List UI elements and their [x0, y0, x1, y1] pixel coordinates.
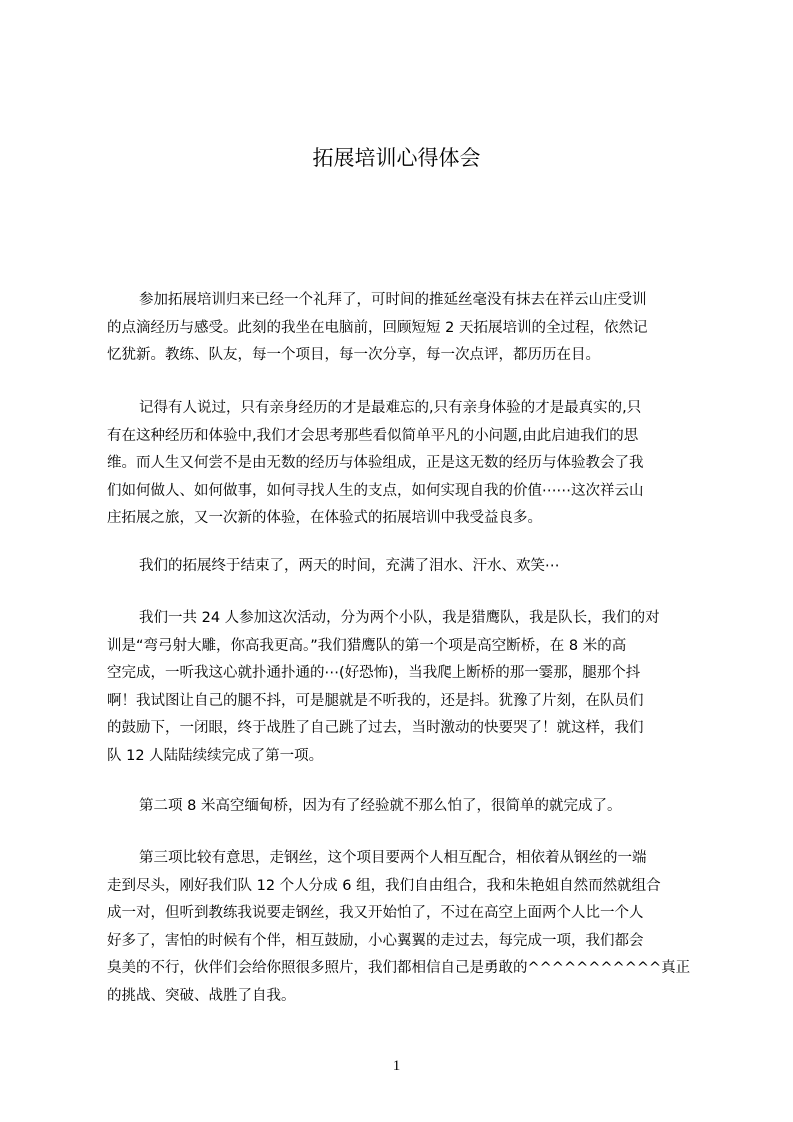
- paragraph-line: 我们一共 24 人参加这次活动，分为两个小队，我是猎鹰队，我是队长，我们的对: [139, 610, 660, 626]
- paragraph-line: 们如何做人、如何做事，如何寻找人生的支点，如何实现自我的价值⋯⋯这次祥云山: [107, 482, 644, 499]
- paragraph-line: 庄拓展之旅，又一次新的体验，在体验式的拓展培训中我受益良多。: [107, 510, 542, 526]
- paragraph-4: [107, 605, 699, 770]
- paragraph-line: 参加拓展培训归来已经一个礼拜了，可时间的推延丝毫没有抹去在祥云山庄受训: [139, 292, 647, 308]
- paragraph-line: 我们的拓展终于结束了，两天的时间，充满了泪水、汗水、欢笑⋯: [139, 558, 560, 574]
- paragraph-5: [107, 793, 699, 821]
- paragraph-line: 的挑战、突破、战胜了自我。: [107, 987, 296, 1004]
- paragraph-6: [107, 845, 699, 1010]
- paragraph-line: 队 12 人陆陆续续完成了第一项。: [107, 747, 324, 764]
- paragraph-3: [107, 553, 699, 581]
- paragraph-line: 的鼓励下，一闭眼，终于战胜了自己跳了过去，当时激动的快要哭了！就这样，我们: [107, 720, 644, 736]
- paragraph-line: 啊！我试图让自己的腿不抖，可是腿就是不听我的，还是抖。犹豫了片刻，在队员们: [107, 692, 644, 709]
- paragraph-line: 成一对，但听到教练我说要走钢丝，我又开始怕了，不过在高空上面两个人比一个人: [107, 905, 644, 921]
- paragraph-line: 第二项 8 米高空缅甸桥，因为有了经验就不那么怕了，很简单的就完成了。: [139, 798, 622, 814]
- paragraph-line: 好多了，害怕的时候有个伴，相互鼓励，小心翼翼的走过去，每完成一项，我们都会: [107, 932, 644, 949]
- paragraph-line: 训是“弯弓射大雕，你高我更高。”我们猎鹰队的第一个项是高空断桥，在 8 米的高: [107, 637, 627, 654]
- paragraph-line: 维。而人生又何尝不是由无数的经历与体验组成，正是这无数的经历与体验教会了我: [107, 455, 644, 471]
- document-title: 拓展培训心得体会: [312, 146, 481, 170]
- paragraph-line: 空完成，一听我这心就扑通扑通的⋯(好恐怖)，当我爬上断桥的那一霎那，腿那个抖: [107, 665, 641, 681]
- paragraph-line: 记得有人说过，只有亲身经历的才是最难忘的,只有亲身体验的才是最真实的,只: [139, 400, 642, 416]
- paragraph-1: [107, 287, 699, 370]
- paragraph-line: 有在这种经历和体验中,我们才会思考那些看似简单平凡的小问题,由此启迪我们的思: [107, 427, 639, 444]
- paragraph-line: 走到尽头，刚好我们队 12 个人分成 6 组，我们自由组合，我和朱艳姐自然而然就组合: [107, 877, 661, 894]
- paragraph-2: [107, 395, 699, 533]
- paragraph-line: 第三项比较有意思，走钢丝，这个项目要两个人相互配合，相依着从钢丝的一端: [139, 850, 647, 866]
- paragraph-line: 忆犹新。教练、队友，每一个项目，每一次分享，每一次点评，都历历在目。: [107, 347, 600, 363]
- paragraph-line: 臭美的不行，伙伴们会给你照很多照片，我们都相信自己是勇敢的^^^^^^^^^^^真正: [107, 960, 691, 976]
- paragraph-line: 的点滴经历与感受。此刻的我坐在电脑前，回顾短短 2 天拓展培训的全过程，依然记: [107, 319, 648, 336]
- page-number: 1: [392, 1058, 401, 1074]
